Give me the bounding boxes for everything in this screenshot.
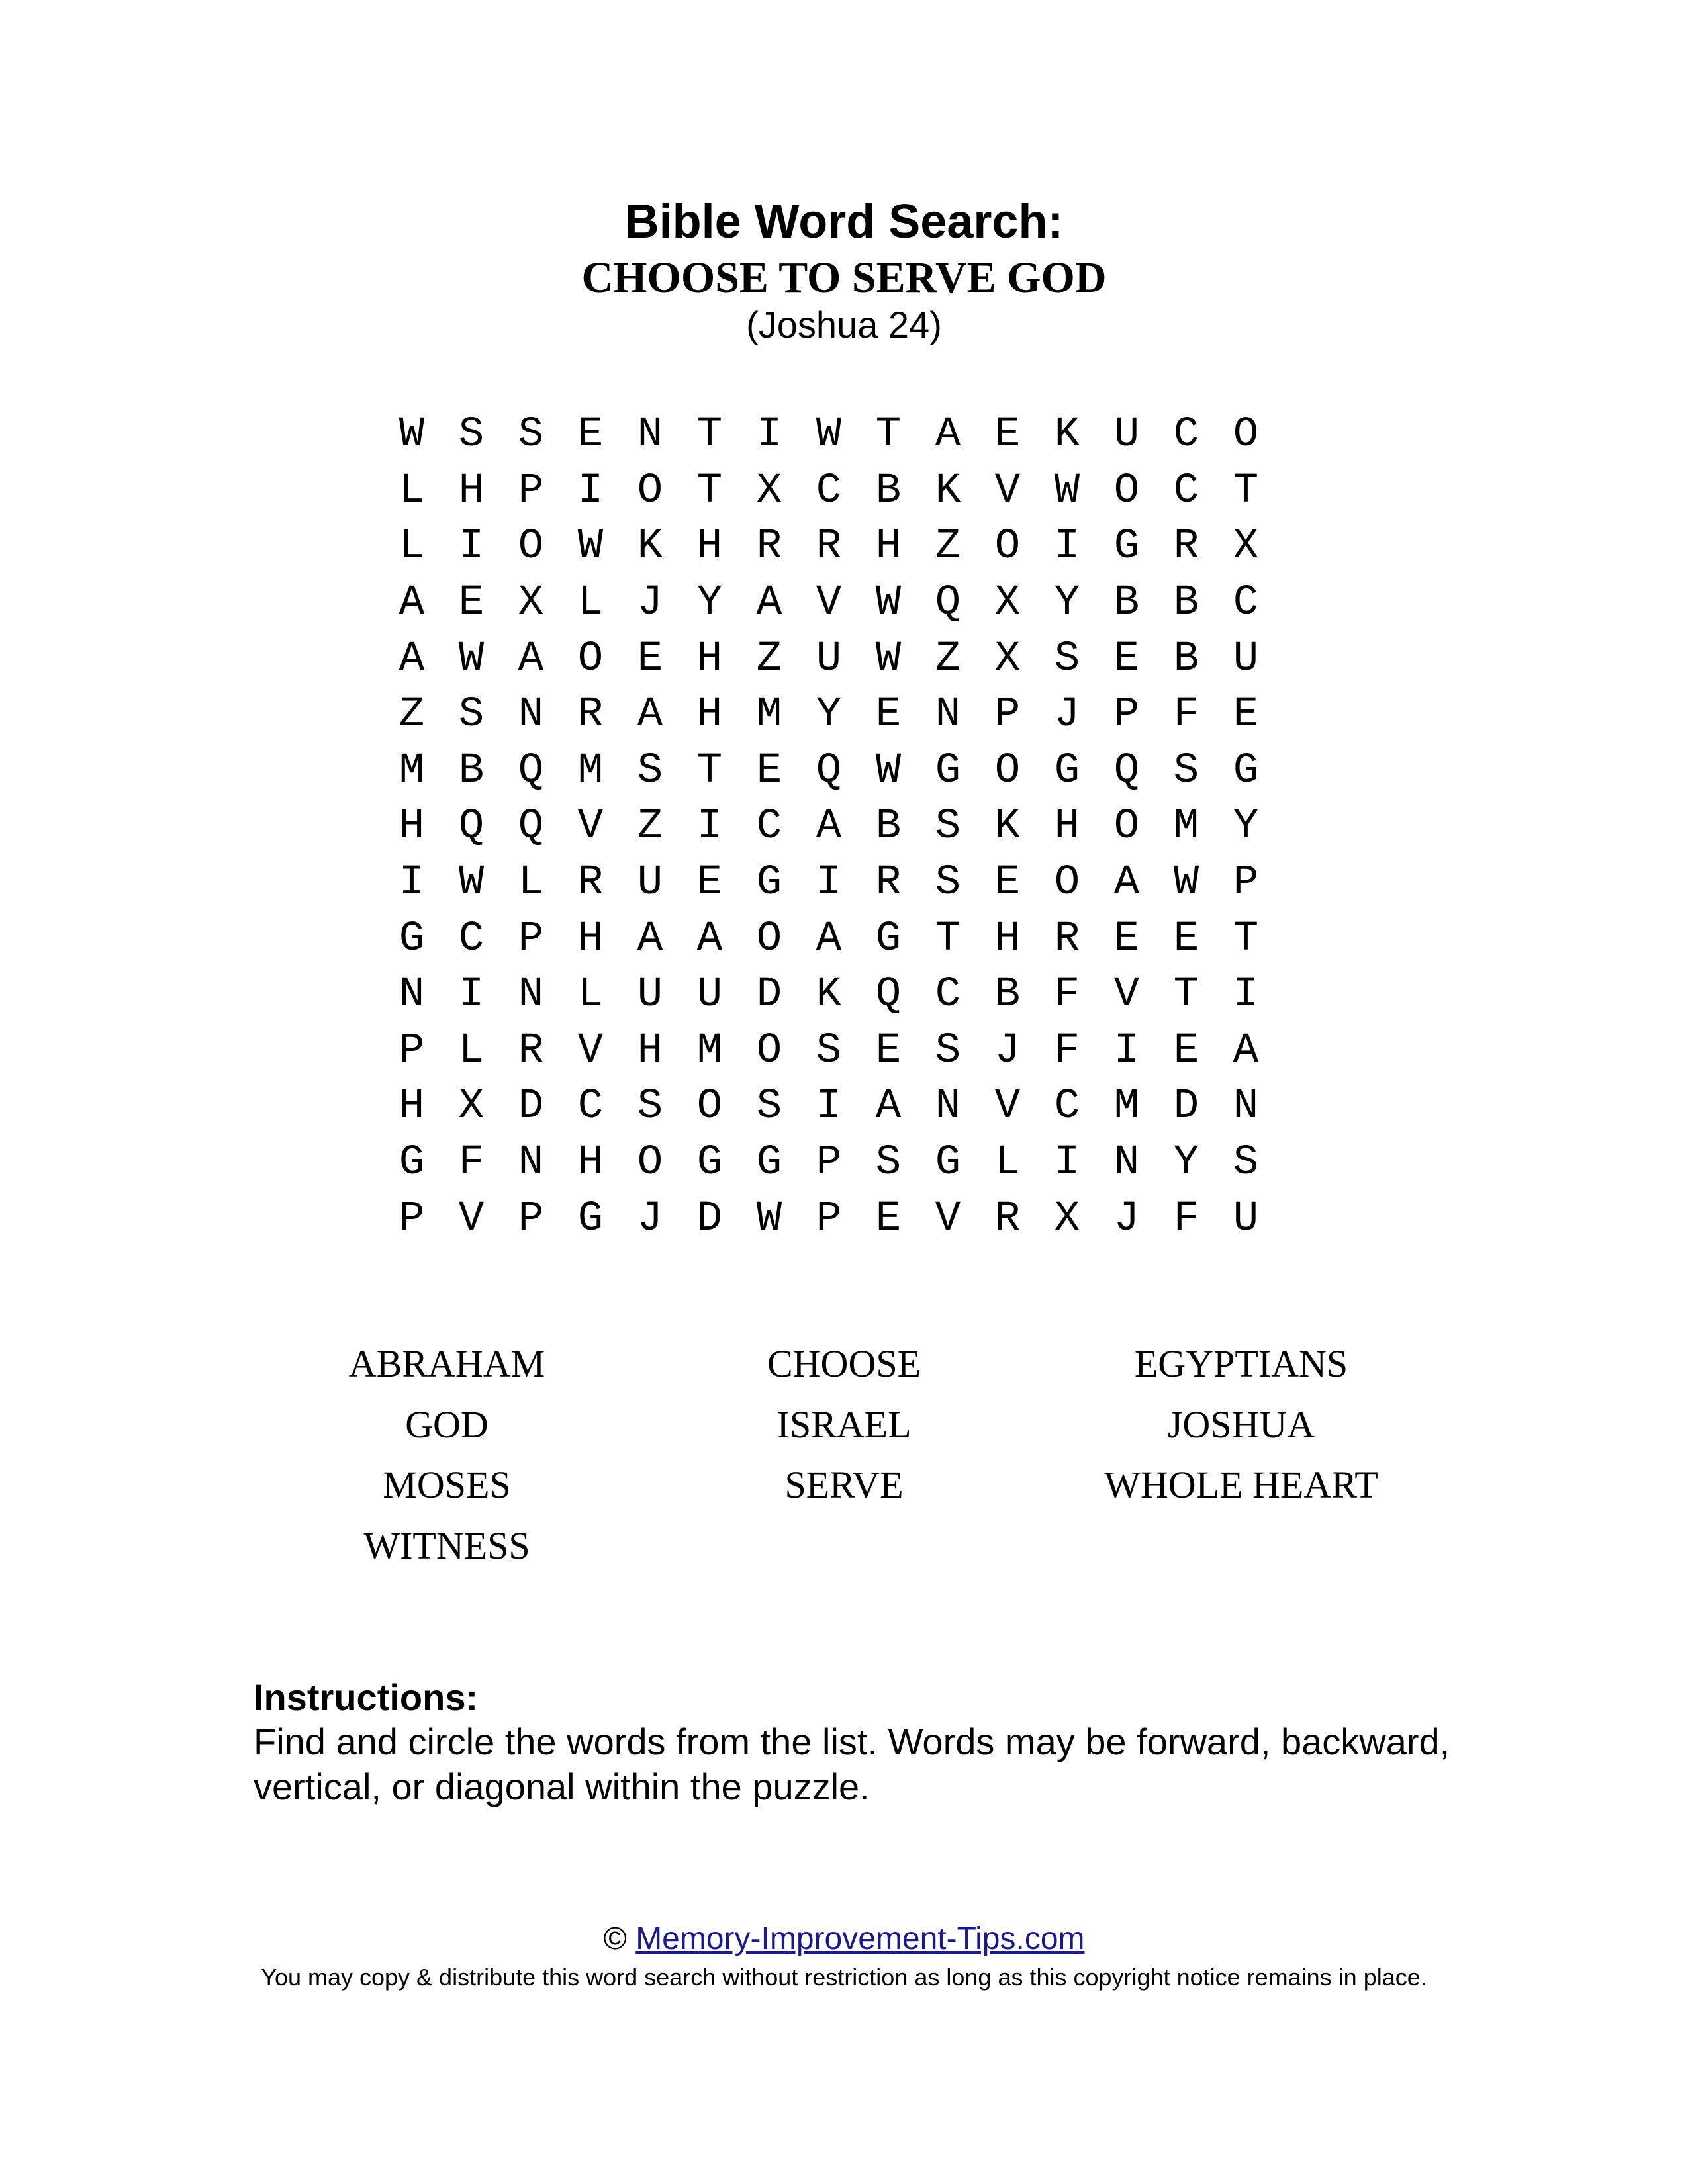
- grid-letter: J: [1054, 691, 1080, 739]
- grid-letter: K: [1054, 411, 1080, 459]
- grid-letter: I: [399, 859, 425, 907]
- grid-letter: O: [637, 1139, 663, 1187]
- grid-letter: W: [1054, 467, 1080, 515]
- grid-letter: Z: [399, 691, 425, 739]
- grid-letter: W: [816, 411, 842, 459]
- grid-letter: Y: [1054, 579, 1080, 627]
- grid-letter: H: [696, 691, 723, 739]
- grid-letter: S: [637, 747, 663, 795]
- grid-letter: F: [458, 1139, 485, 1187]
- grid-letter: Z: [935, 635, 961, 683]
- page-subtitle: CHOOSE TO SERVE GOD: [581, 253, 1107, 302]
- grid-letter: G: [399, 1139, 425, 1187]
- grid-letter: T: [1233, 915, 1259, 963]
- grid-letter: H: [696, 523, 723, 571]
- grid-letter: F: [1054, 971, 1080, 1019]
- grid-letter: R: [994, 1195, 1021, 1243]
- grid-letter: P: [518, 1195, 544, 1243]
- grid-letter: E: [875, 691, 902, 739]
- grid-letter: D: [1173, 1083, 1199, 1131]
- grid-letter: E: [994, 411, 1021, 459]
- grid-letter: R: [577, 859, 604, 907]
- grid-letter: E: [1173, 1026, 1199, 1075]
- word-list-item: ISRAEL: [776, 1402, 912, 1446]
- word-list-item: GOD: [405, 1402, 489, 1446]
- grid-letter: N: [518, 971, 544, 1019]
- grid-letter: J: [637, 1195, 663, 1243]
- grid-letter: I: [1054, 523, 1080, 571]
- grid-letter: H: [875, 523, 902, 571]
- grid-letter: I: [756, 411, 782, 459]
- word-list-item: SERVE: [784, 1463, 904, 1506]
- grid-letter: O: [637, 467, 663, 515]
- grid-letter: L: [518, 859, 544, 907]
- grid-letter: E: [458, 579, 485, 627]
- grid-letter: B: [1173, 579, 1199, 627]
- grid-letter: H: [994, 915, 1021, 963]
- grid-letter: Y: [696, 579, 723, 627]
- grid-letter: O: [577, 635, 604, 683]
- grid-letter: R: [756, 523, 782, 571]
- grid-letter: T: [696, 747, 723, 795]
- grid-letter: S: [1054, 635, 1080, 683]
- grid-letter: C: [1173, 467, 1199, 515]
- grid-letter: A: [935, 411, 961, 459]
- grid-letter: N: [935, 691, 961, 739]
- grid-letter: A: [1113, 859, 1140, 907]
- grid-letter: A: [399, 635, 425, 683]
- grid-letter: I: [458, 971, 485, 1019]
- grid-letter: X: [1054, 1195, 1080, 1243]
- grid-letter: K: [935, 467, 961, 515]
- grid-letter: C: [1233, 579, 1259, 627]
- grid-letter: S: [458, 691, 485, 739]
- grid-letter: F: [1054, 1026, 1080, 1075]
- site-link[interactable]: Memory-Improvement-Tips.com: [635, 1921, 1085, 1956]
- grid-letter: V: [994, 1083, 1021, 1131]
- grid-letter: Z: [935, 523, 961, 571]
- grid-letter: A: [875, 1083, 902, 1131]
- grid-letter: Q: [935, 579, 961, 627]
- grid-letter: M: [756, 691, 782, 739]
- word-list-item: WHOLE HEART: [1104, 1463, 1378, 1506]
- grid-letter: H: [696, 635, 723, 683]
- grid-letter: Q: [518, 803, 544, 851]
- grid-letter: N: [1113, 1139, 1140, 1187]
- scripture-reference: (Joshua 24): [746, 304, 942, 345]
- grid-letter: N: [637, 411, 663, 459]
- grid-letter: X: [994, 579, 1021, 627]
- grid-letter: P: [816, 1195, 842, 1243]
- grid-letter: M: [696, 1026, 723, 1075]
- grid-letter: H: [399, 803, 425, 851]
- grid-letter: A: [816, 803, 842, 851]
- grid-letter: I: [816, 859, 842, 907]
- grid-letter: A: [637, 691, 663, 739]
- grid-letter: B: [458, 747, 485, 795]
- grid-letter: A: [399, 579, 425, 627]
- page-title: Bible Word Search:: [624, 195, 1064, 248]
- grid-letter: C: [816, 467, 842, 515]
- grid-letter: E: [637, 635, 663, 683]
- grid-letter: O: [756, 1026, 782, 1075]
- grid-letter: W: [875, 579, 902, 627]
- word-list-item: CHOOSE: [767, 1342, 921, 1385]
- grid-letter: O: [1113, 467, 1140, 515]
- grid-letter: W: [458, 859, 485, 907]
- grid-letter: L: [577, 971, 604, 1019]
- grid-letter: T: [696, 467, 723, 515]
- grid-letter: X: [756, 467, 782, 515]
- grid-letter: J: [994, 1026, 1021, 1075]
- grid-letter: D: [756, 971, 782, 1019]
- word-list-item: ABRAHAM: [348, 1342, 545, 1385]
- grid-letter: R: [816, 523, 842, 571]
- grid-letter: L: [577, 579, 604, 627]
- grid-letter: A: [518, 635, 544, 683]
- grid-letter: U: [696, 971, 723, 1019]
- word-search-grid: [382, 407, 1276, 1247]
- grid-letter: R: [875, 859, 902, 907]
- word-list-item: EGYPTIANS: [1134, 1342, 1348, 1385]
- grid-letter: M: [1173, 803, 1199, 851]
- grid-letter: R: [1054, 915, 1080, 963]
- copyright-notice: You may copy & distribute this word search without restriction as long as this copyright notice remains in place.: [261, 1964, 1427, 1991]
- grid-letter: D: [518, 1083, 544, 1131]
- grid-letter: Y: [816, 691, 842, 739]
- word-list-item: WITNESS: [363, 1524, 530, 1567]
- grid-letter: A: [816, 915, 842, 963]
- grid-letter: I: [696, 803, 723, 851]
- grid-letter: C: [756, 803, 782, 851]
- grid-letter: V: [1113, 971, 1140, 1019]
- grid-letter: V: [577, 1026, 604, 1075]
- grid-letter: W: [399, 411, 425, 459]
- grid-letter: R: [518, 1026, 544, 1075]
- grid-letter: V: [458, 1195, 485, 1243]
- grid-letter: P: [1233, 859, 1259, 907]
- grid-letter: B: [1113, 579, 1140, 627]
- grid-letter: A: [1233, 1026, 1259, 1075]
- grid-letter: B: [875, 467, 902, 515]
- grid-letter: K: [816, 971, 842, 1019]
- grid-letter: S: [637, 1083, 663, 1131]
- grid-letter: E: [1173, 915, 1199, 963]
- grid-letter: X: [458, 1083, 485, 1131]
- grid-letter: U: [637, 859, 663, 907]
- grid-letter: T: [1233, 467, 1259, 515]
- grid-letter: C: [458, 915, 485, 963]
- grid-letter: G: [1233, 747, 1259, 795]
- grid-letter: J: [637, 579, 663, 627]
- grid-letter: C: [935, 971, 961, 1019]
- grid-letter: P: [518, 467, 544, 515]
- grid-letter: P: [1113, 691, 1140, 739]
- grid-letter: H: [1054, 803, 1080, 851]
- copyright-symbol: ©: [603, 1921, 627, 1956]
- grid-letter: L: [399, 467, 425, 515]
- grid-letter: N: [399, 971, 425, 1019]
- grid-letter: I: [816, 1083, 842, 1131]
- grid-letter: E: [1113, 635, 1140, 683]
- grid-letter: G: [935, 747, 961, 795]
- grid-letter: H: [637, 1026, 663, 1075]
- grid-letter: Q: [1113, 747, 1140, 795]
- grid-letter: G: [756, 859, 782, 907]
- grid-letter: Q: [816, 747, 842, 795]
- grid-letter: U: [816, 635, 842, 683]
- grid-letter: W: [1173, 859, 1199, 907]
- grid-letter: G: [1054, 747, 1080, 795]
- grid-letter: V: [816, 579, 842, 627]
- grid-letter: S: [458, 411, 485, 459]
- grid-letter: B: [1173, 635, 1199, 683]
- grid-letter: O: [994, 747, 1021, 795]
- grid-letter: E: [875, 1195, 902, 1243]
- word-list-item: JOSHUA: [1167, 1402, 1315, 1446]
- grid-letter: N: [1233, 1083, 1259, 1131]
- grid-letter: W: [577, 523, 604, 571]
- grid-letter: D: [696, 1195, 723, 1243]
- grid-letter: X: [518, 579, 544, 627]
- grid-letter: Z: [637, 803, 663, 851]
- grid-letter: C: [1054, 1083, 1080, 1131]
- grid-letter: N: [935, 1083, 961, 1131]
- grid-letter: H: [577, 1139, 604, 1187]
- grid-letter: G: [577, 1195, 604, 1243]
- grid-letter: E: [994, 859, 1021, 907]
- grid-letter: E: [756, 747, 782, 795]
- grid-letter: O: [756, 915, 782, 963]
- instructions-heading: Instructions:: [254, 1676, 479, 1718]
- grid-letter: P: [816, 1139, 842, 1187]
- grid-letter: O: [994, 523, 1021, 571]
- grid-letter: S: [935, 1026, 961, 1075]
- grid-letter: A: [756, 579, 782, 627]
- grid-letter: B: [875, 803, 902, 851]
- grid-letter: O: [1233, 411, 1259, 459]
- grid-letter: O: [1054, 859, 1080, 907]
- grid-letter: K: [637, 523, 663, 571]
- grid-letter: N: [518, 691, 544, 739]
- grid-letter: C: [577, 1083, 604, 1131]
- grid-letter: G: [935, 1139, 961, 1187]
- grid-letter: L: [458, 1026, 485, 1075]
- grid-letter: V: [577, 803, 604, 851]
- grid-letter: Y: [1233, 803, 1259, 851]
- grid-letter: X: [1233, 523, 1259, 571]
- grid-letter: S: [935, 803, 961, 851]
- grid-letter: Q: [458, 803, 485, 851]
- grid-letter: I: [1113, 1026, 1140, 1075]
- grid-letter: P: [399, 1026, 425, 1075]
- grid-letter: H: [577, 915, 604, 963]
- grid-letter: O: [1113, 803, 1140, 851]
- grid-letter: S: [756, 1083, 782, 1131]
- grid-letter: A: [696, 915, 723, 963]
- grid-letter: S: [816, 1026, 842, 1075]
- grid-letter: S: [1233, 1139, 1259, 1187]
- grid-letter: G: [399, 915, 425, 963]
- grid-letter: H: [458, 467, 485, 515]
- grid-letter: A: [637, 915, 663, 963]
- grid-letter: R: [1173, 523, 1199, 571]
- grid-letter: L: [994, 1139, 1021, 1187]
- grid-letter: T: [1173, 971, 1199, 1019]
- grid-letter: Q: [875, 971, 902, 1019]
- grid-letter: Y: [1173, 1139, 1199, 1187]
- grid-letter: W: [875, 635, 902, 683]
- grid-letter: W: [756, 1195, 782, 1243]
- grid-letter: I: [577, 467, 604, 515]
- grid-letter: U: [1233, 635, 1259, 683]
- grid-letter: M: [1113, 1083, 1140, 1131]
- grid-letter: S: [1173, 747, 1199, 795]
- instructions-text: Find and circle the words from the list. Words may be forward, backward, vertical, or diagonal within the puzzle.: [254, 1721, 1450, 1807]
- grid-letter: S: [518, 411, 544, 459]
- grid-letter: T: [875, 411, 902, 459]
- grid-letter: U: [1233, 1195, 1259, 1243]
- grid-letter: W: [875, 747, 902, 795]
- grid-letter: G: [875, 915, 902, 963]
- word-list: [248, 1334, 1440, 1576]
- grid-letter: H: [399, 1083, 425, 1131]
- grid-letter: G: [756, 1139, 782, 1187]
- grid-letter: V: [994, 467, 1021, 515]
- grid-letter: O: [518, 523, 544, 571]
- grid-letter: L: [399, 523, 425, 571]
- grid-letter: I: [458, 523, 485, 571]
- grid-letter: K: [994, 803, 1021, 851]
- grid-letter: P: [518, 915, 544, 963]
- grid-letter: S: [875, 1139, 902, 1187]
- grid-letter: I: [1233, 971, 1259, 1019]
- copyright-line: [0, 1919, 1688, 1959]
- grid-letter: E: [1113, 915, 1140, 963]
- grid-letter: P: [399, 1195, 425, 1243]
- grid-letter: W: [458, 635, 485, 683]
- word-list-item: MOSES: [383, 1463, 511, 1506]
- grid-letter: F: [1173, 691, 1199, 739]
- grid-letter: P: [994, 691, 1021, 739]
- grid-letter: T: [696, 411, 723, 459]
- grid-letter: E: [875, 1026, 902, 1075]
- grid-letter: I: [1054, 1139, 1080, 1187]
- grid-letter: E: [696, 859, 723, 907]
- grid-letter: F: [1173, 1195, 1199, 1243]
- grid-letter: U: [1113, 411, 1140, 459]
- grid-letter: O: [696, 1083, 723, 1131]
- grid-letter: G: [696, 1139, 723, 1187]
- grid-letter: M: [399, 747, 425, 795]
- grid-letter: E: [577, 411, 604, 459]
- grid-letter: R: [577, 691, 604, 739]
- grid-letter: E: [1233, 691, 1259, 739]
- grid-letter: M: [577, 747, 604, 795]
- grid-letter: X: [994, 635, 1021, 683]
- grid-letter: T: [935, 915, 961, 963]
- grid-letter: B: [994, 971, 1021, 1019]
- grid-letter: G: [1113, 523, 1140, 571]
- grid-letter: N: [518, 1139, 544, 1187]
- grid-letter: U: [637, 971, 663, 1019]
- grid-letter: S: [935, 859, 961, 907]
- grid-letter: V: [935, 1195, 961, 1243]
- grid-letter: C: [1173, 411, 1199, 459]
- grid-letter: Q: [518, 747, 544, 795]
- grid-letter: Z: [756, 635, 782, 683]
- grid-letter: J: [1113, 1195, 1140, 1243]
